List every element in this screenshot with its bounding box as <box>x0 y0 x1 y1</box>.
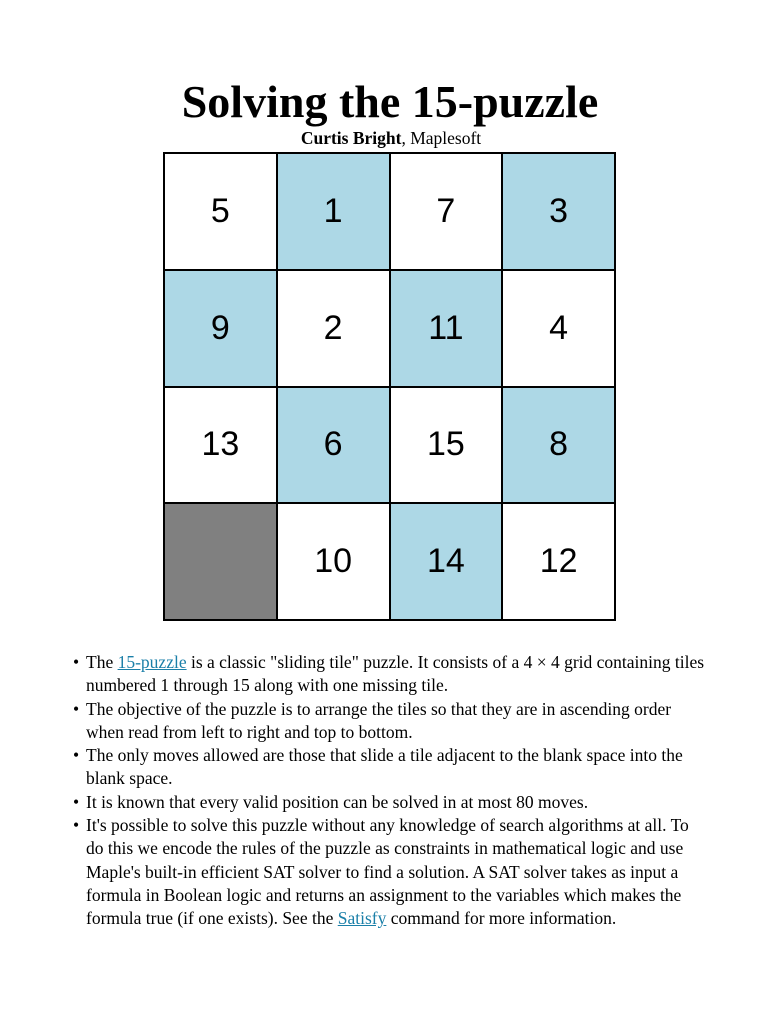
puzzle-tile: 3 <box>503 154 614 269</box>
bullet-item-objective <box>70 698 710 745</box>
puzzle-tile: 4 <box>503 271 614 386</box>
puzzle-tile: 11 <box>391 271 502 386</box>
bullet-text: The objective of the puzzle is to arrange the tiles so that they are in ascending order when read from left to right and top to bottom. <box>86 698 672 742</box>
bullet-text: It is known that every valid position can be solved in at most 80 moves. <box>86 791 589 812</box>
bullet-text: The <box>86 652 118 672</box>
puzzle-tile: 9 <box>165 271 276 386</box>
byline <box>0 128 768 148</box>
bullet-item-sat <box>70 814 710 930</box>
byline-separator: , <box>401 128 411 148</box>
page-title: Solving the 15-puzzle <box>181 76 599 127</box>
puzzle-tile: 12 <box>503 504 614 619</box>
puzzle-tile: 13 <box>165 388 276 503</box>
puzzle-tile: 8 <box>503 388 614 503</box>
puzzle-tile: 15 <box>391 388 502 503</box>
bullet-marker: • <box>73 745 80 766</box>
author-affiliation: Maplesoft <box>410 128 482 148</box>
bullet-text: is a classic "sliding tile" puzzle. It consists of a 4 × 4 grid containing tiles numbered 1 through 15 along with one missing tile. <box>86 652 705 696</box>
blank-tile <box>165 504 276 619</box>
puzzle-tile: 7 <box>391 154 502 269</box>
bullet-marker: • <box>73 791 80 812</box>
bullet-text: It's possible to solve this puzzle without any knowledge of search algorithms at all. To do this we encode the rules of the puzzle as constraints in mathematical logic and use Maple's built-in efficient SAT solver to find a solution. A SAT solver takes as input a formula in Boolean logic and returns an assignment to the variables which makes the formula true (if one exists). See the <box>86 815 689 929</box>
puzzle-tile: 14 <box>391 504 502 619</box>
puzzle-tile: 1 <box>278 154 389 269</box>
15-puzzle-link[interactable]: 15-puzzle <box>117 652 187 672</box>
author-name: Curtis Bright <box>300 128 402 148</box>
bullet-text: The only moves allowed are those that slide a tile adjacent to the blank space into the blank space. <box>86 745 683 789</box>
bullet-marker: • <box>73 652 80 672</box>
puzzle-tile: 2 <box>278 271 389 386</box>
puzzle-tile: 5 <box>165 154 276 269</box>
puzzle-grid <box>163 152 616 621</box>
bullet-marker: • <box>73 698 80 719</box>
bullet-item-intro <box>70 651 710 698</box>
puzzle-tile: 6 <box>278 388 389 503</box>
satisfy-link[interactable]: Satisfy <box>337 908 387 929</box>
bullet-item-moves <box>70 744 710 791</box>
bullet-text: command for more information. <box>386 908 617 929</box>
bullet-marker: • <box>73 815 80 836</box>
bullet-list <box>70 651 710 931</box>
bullet-item-80-moves <box>70 791 710 814</box>
puzzle-tile: 10 <box>278 504 389 619</box>
